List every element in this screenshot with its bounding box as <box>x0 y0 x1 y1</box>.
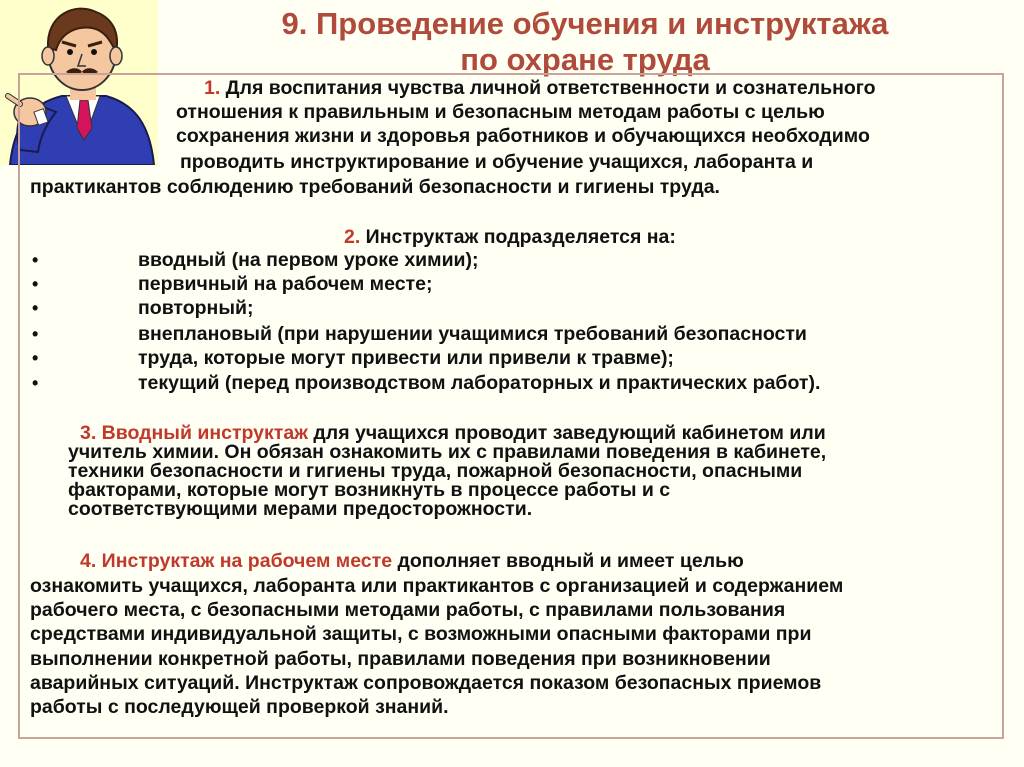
section-4-line-4: средствами индивидуальной защиты, с возможными опасными факторами при <box>30 623 812 645</box>
list-item: внеплановый (при нарушении учащимися требований безопасности <box>138 323 807 345</box>
section-1-line-2: отношения к правильным и безопасным методам работы с целью <box>176 101 825 123</box>
section-1-number: 1. <box>204 77 221 99</box>
section-4-text: дополняет вводный и имеет целью <box>392 550 744 572</box>
bullet-icon: • <box>32 274 39 294</box>
title-line-1: 9. Проведение обучения и инструктажа <box>281 6 889 41</box>
bullet-icon: • <box>32 348 39 368</box>
section-4-line-1 <box>80 549 744 573</box>
list-item: повторный; <box>138 297 254 319</box>
section-4-line-7: работы с последующей проверкой знаний. <box>30 696 449 718</box>
list-item: вводный (на первом уроке химии); <box>138 249 479 271</box>
section-3-line-3: техники безопасности и гигиены труда, пожарной безопасности, опасными <box>68 460 803 482</box>
bullet-icon: • <box>32 250 39 270</box>
bullet-icon: • <box>32 298 39 318</box>
list-item: первичный на рабочем месте; <box>138 273 433 295</box>
section-3-line-5: соответствующими мерами предосторожности. <box>68 498 533 520</box>
list-item: текущий (перед производством лабораторных и практических работ). <box>138 372 821 394</box>
section-3-line-4: факторами, которые могут возникнуть в процессе работы и с <box>68 479 671 501</box>
section-1-text: Для воспитания чувства личной ответственности и сознательного <box>220 77 876 99</box>
section-1-line-3: сохранения жизни и здоровья работников и обучающихся необходимо <box>176 125 870 147</box>
title-line-2: по охране труда <box>460 42 710 77</box>
section-4-line-3: рабочего места, с безопасными методами работы, с правилами пользования <box>30 599 786 621</box>
section-3-text: для учащихся проводит заведующий кабинетом или <box>308 422 826 444</box>
section-3-line-2: учитель химии. Он обязан ознакомить их с правилами поведения в кабинете, <box>68 441 827 463</box>
page-title <box>170 6 1000 78</box>
section-3-highlight: 3. Вводный инструктаж <box>80 422 309 444</box>
section-1-line-1 <box>204 76 876 100</box>
section-2-heading <box>344 225 676 249</box>
section-1-line-4: проводить инструктирование и обучение учащихся, лаборанта и <box>180 151 814 173</box>
section-4-line-5: выполнении конкретной работы, правилами поведения при возникновении <box>30 648 771 670</box>
section-1-line-5: практикантов соблюдению требований безопасности и гигиены труда. <box>30 176 720 198</box>
bullet-icon: • <box>32 373 39 393</box>
section-2-number: 2. <box>344 226 361 248</box>
section-4-highlight: 4. Инструктаж на рабочем месте <box>80 550 393 572</box>
section-4-line-6: аварийных ситуаций. Инструктаж сопровождается показом безопасных приемов <box>30 672 822 694</box>
bullet-icon: • <box>32 324 39 344</box>
list-item: труда, которые могут привести или привели к травме); <box>138 347 674 369</box>
section-4-line-2: ознакомить учащихся, лаборанта или практикантов с организацией и содержанием <box>30 575 844 597</box>
section-2-heading-text: Инструктаж подразделяется на: <box>360 226 676 248</box>
